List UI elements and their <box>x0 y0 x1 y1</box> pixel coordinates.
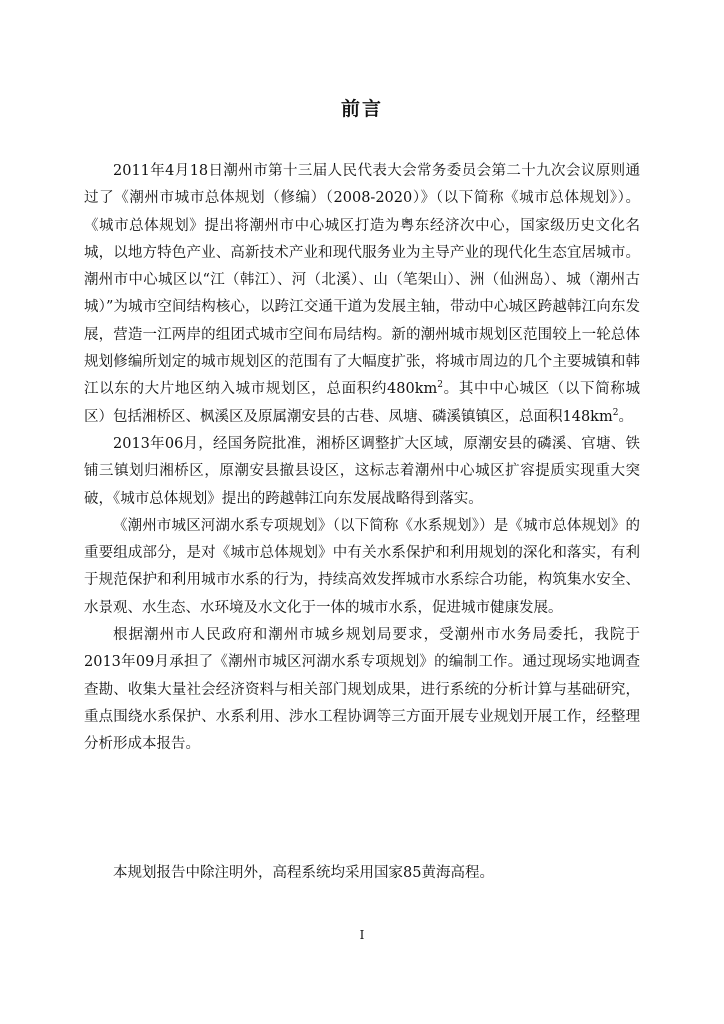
paragraph-3: 《潮州市城区河湖水系专项规划》（以下简称《水系规划》）是《城市总体规划》的重要组成部分，是对《城市总体规划》中有关水系保护和利用规划的深化和落实，有利于规范保护和利用城市水系的行为，持续高效发挥城市水系综合功能，构筑集水安全、水景观、水生态、水环境及水文化于一体的城市水系，促进城市健康发展。 <box>84 517 640 616</box>
paragraph-1-text: 2011年4月18日潮州市第十三届人民代表大会常务委员会第二十九次会议原则通过了《潮州市城市总体规划（修编）（2008-2020）》（以下简称《城市总体规划》）。《城市总体规划》提出将潮州市中心城区打造为粤东经济次中心，国家级历史文化名城，以地方特色产业、高新技术产业和现代服务业为主导产业的现代化生态宜居城市。潮州市中心城区以“江（韩江）、河（北溪）、山（笔架山）、洲（仙洲岛）、城（潮州古城）”为城市空间结构核心，以跨江交通干道为发展主轴，带动中心城区跨越韩江向东发展，营造一江两岸的组团式城市空间布局结构。新的潮州城市规划区范围较上一轮总体规划修编所划定的城市规划区的范围有了大幅度扩张，将城市周边的几个主要城镇和韩江以东的大片地区纳入城市规划区，总面积约480km <box>84 163 640 398</box>
paragraph-4: 根据潮州市人民政府和潮州市城乡规划局要求，受潮州市水务局委托，我院于2013年09月承担了《潮州市城区河湖水系专项规划》的编制工作。通过现场实地调查查勘、收集大量社会经济资料与相关部门规划成果，进行系统的分析计算与基础研究，重点围绕水系保护、水系利用、涉水工程协调等三方面开展专业规划开展工作，经整理分析形成本报告。 <box>84 627 640 753</box>
document-body <box>84 158 640 759</box>
paragraph-1 <box>84 158 640 431</box>
elevation-note: 本规划报告中除注明外，高程系统均采用国家85黄海高程。 <box>113 865 494 881</box>
superscript-2: 2 <box>612 407 619 418</box>
paragraph-2: 2013年06月，经国务院批准，湘桥区调整扩大区域，原潮安县的磷溪、官塘、铁铺三镇划归湘桥区，原潮安县撤县设区，这标志着潮州中心城区扩容提质实现重大突破，《城市总体规划》提出的跨越韩江向东发展战略得到落实。 <box>84 435 640 507</box>
paragraph-1-end: 。 <box>618 408 633 425</box>
paragraph-1-middle: 。其中中心城区（以下简称城区）包括湘桥区、枫溪区及原属潮安县的古巷、凤塘、磷溪镇镇区，总面积148km <box>84 381 641 425</box>
superscript-2: 2 <box>437 380 444 391</box>
page-title: 前言 <box>340 98 383 120</box>
page-number: I <box>359 928 365 942</box>
